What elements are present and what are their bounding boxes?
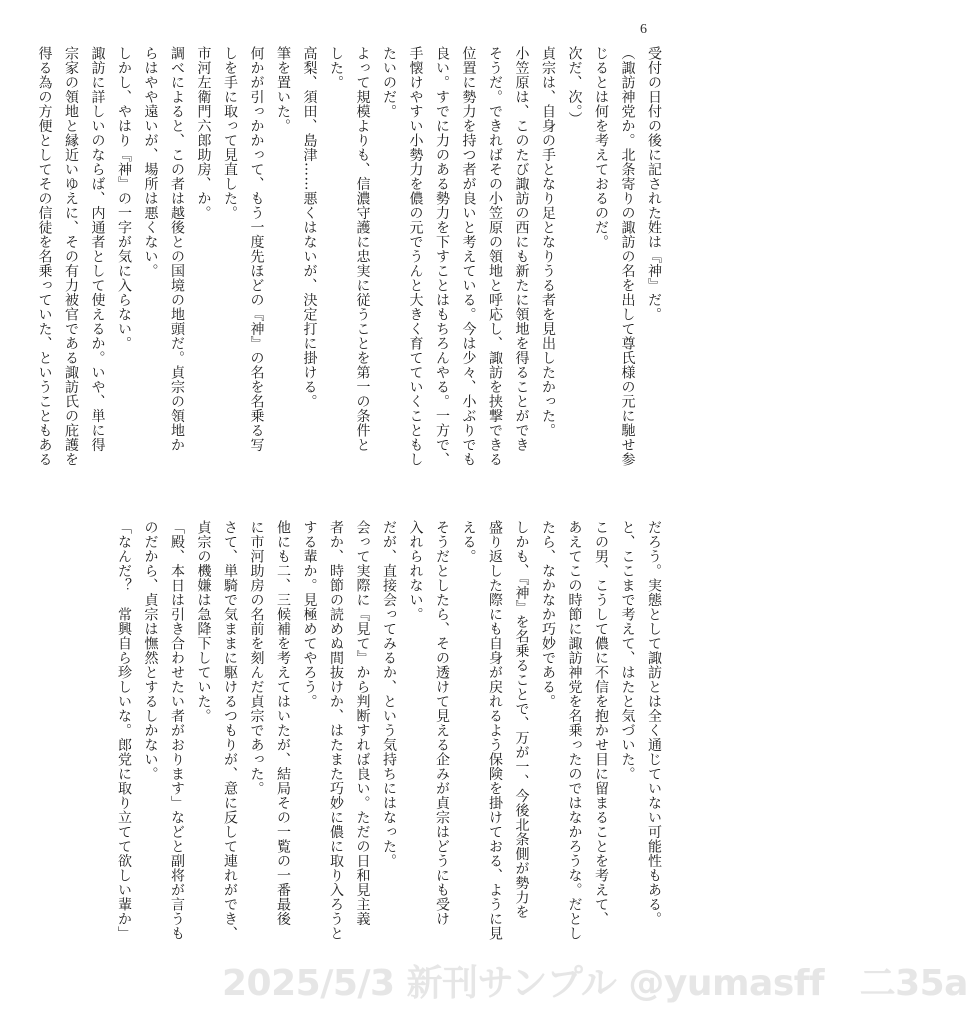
- text-line: だろう。実態として諏訪とは全く通じていない可能性もある。: [646, 520, 662, 926]
- text-line: だが、直接会ってみるか、という気持ちにはなった。: [381, 520, 397, 868]
- text-line: 貞宗の機嫌は急降下していた。: [195, 520, 212, 723]
- text-line: 受付の日付の後に記された姓は『神』だ。: [646, 46, 662, 322]
- text-line: 者か、時節の読めぬ間抜けか、はたまた巧妙に儂に取り入ろうと: [328, 520, 344, 941]
- text-line: 盛り返した際にも自身が戻れるよう保険を掛けておる、ように見: [487, 520, 503, 941]
- text-line: 得る為の方便としてその信徒を名乗っていた、ということもある: [36, 46, 53, 467]
- text-line: と、ここまで考えて、はたと気づいた。: [619, 520, 636, 781]
- text-line: する輩か。見極めてやろう。: [301, 520, 318, 709]
- text-line: 高梨、須田、島津……悪くはないが、決定打に掛ける。: [301, 46, 318, 409]
- text-line: 次だ、次。）: [566, 46, 583, 126]
- text-line: 何かが引っかかって、もう一度先ほどの『神』の名を名乗る写: [248, 46, 265, 452]
- text-line: 諏訪に詳しいのならば、内通者として使えるか。いや、単に得: [89, 46, 106, 452]
- page-number: 6: [640, 22, 647, 37]
- text-line: 「なんだ？ 常興自ら珍しいな。郎党に取り立てて欲しい輩か」: [116, 520, 132, 941]
- text-line: しかも、『神』を名乗ることで、万が一、今後北条側が勢力を: [513, 520, 530, 919]
- text-line: 他にも二、三候補を考えてはいたが、結局その一覧の一番最後: [275, 520, 291, 926]
- text-block-top: [31, 46, 667, 486]
- text-line: 位置に勢力を持つ者が良いと考えている。今は少々、小ぶりでも: [460, 46, 477, 467]
- text-line: した。: [328, 46, 344, 90]
- text-line: たら、なかなか巧妙である。: [540, 520, 556, 709]
- text-line: える。: [460, 520, 477, 564]
- text-line: 会って実際に『見て』から判断すれば良い。ただの日和見主義: [354, 520, 371, 926]
- text-line: 良い。すでに力のある勢力を下すことはもちろんやる。一方で、: [434, 46, 450, 467]
- text-line: そうだとしたら、その透けて見える企みが貞宗はどうにも受け: [434, 520, 450, 926]
- text-line: 筆を置いた。: [275, 46, 291, 133]
- text-line: （諏訪神党か。北条寄りの諏訪の名を出して尊氏様の元に馳せ参: [619, 46, 636, 467]
- text-line: らはやや遠いが、場所は悪くない。: [142, 46, 159, 278]
- text-line: じるとは何を考えておるのだ。: [593, 46, 609, 249]
- text-line: に市河助房の名前を刻んだ貞宗であった。: [248, 520, 265, 796]
- text-line: 入れられない。: [407, 520, 424, 622]
- text-line: よって規模よりも、信濃守護に忠実に従うことを第一の条件と: [354, 46, 371, 452]
- text-line: 「殿、本日は引き合わせたい者がおります」などと副将が言うも: [169, 520, 185, 941]
- text-line: あえてこの時節に諏訪神党を名乗ったのではなかろうな。だとし: [566, 520, 583, 941]
- text-line: 市河左衛門六郎助房、か。: [195, 46, 212, 220]
- text-line: さて、単騎で気ままに駆けるつもりが、意に反して連れができ、: [222, 520, 238, 941]
- text-line: たいのだ。: [381, 46, 397, 119]
- text-line: この男、こうして儂に不信を抱かせ目に留まることを考えて、: [593, 520, 609, 926]
- text-line: 宗家の領地と縁近いゆえに、その有力被官である諏訪氏の庇護を: [63, 46, 79, 467]
- text-block-bottom: [111, 520, 668, 960]
- text-line: 小笠原は、このたび諏訪の西にも新たに領地を得ることができ: [513, 46, 530, 452]
- text-line: 調べによると、この者は越後との国境の地頭だ。貞宗の領地か: [169, 46, 185, 452]
- text-line: のだから、貞宗は憮然とするしかない。: [142, 520, 159, 781]
- text-line: 貞宗は、自身の手となり足となりうる者を見出したかった。: [540, 46, 556, 438]
- sample-watermark: 2025/5/3 新刊サンプル @yumasff 二35a: [222, 963, 968, 1004]
- text-line: 手懐けやすい小勢力を儂の元でうんと大きく育てていくこともし: [407, 46, 424, 467]
- text-line: しを手に取って見直した。: [222, 46, 238, 220]
- text-line: しかし、やはり『神』の一字が気に入らない。: [116, 46, 132, 351]
- text-line: そうだ。できればその小笠原の領地と呼応し、諏訪を挟撃できる: [487, 46, 503, 467]
